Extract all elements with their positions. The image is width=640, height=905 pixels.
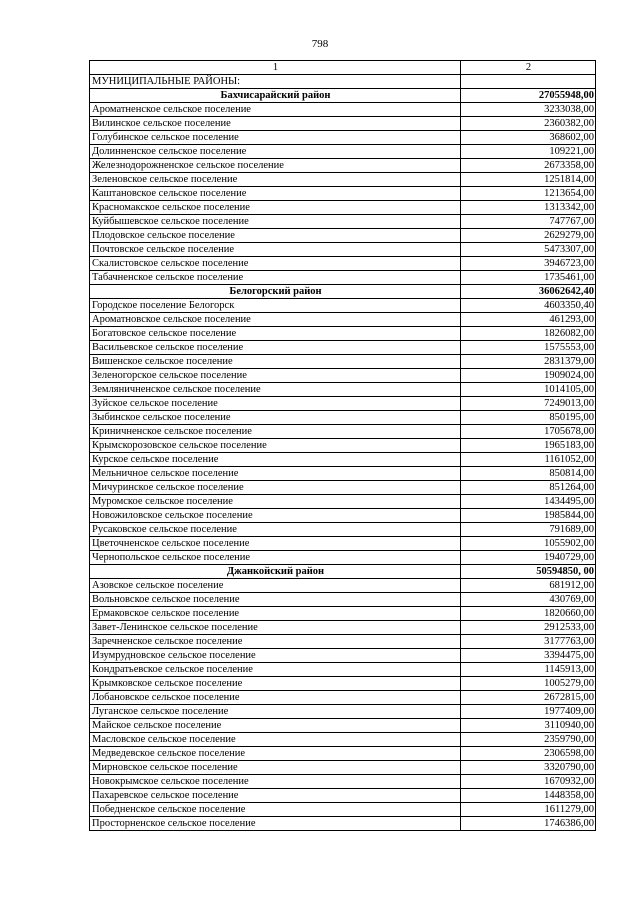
settlement-row: [90, 383, 596, 397]
settlement-name: Ароматновское сельское поселение: [90, 313, 461, 327]
settlement-name: Мирновское сельское поселение: [90, 761, 461, 775]
settlement-name: Васильевское сельское поселение: [90, 341, 461, 355]
column-header-2: 2: [461, 61, 596, 75]
budget-table: [89, 60, 596, 831]
settlement-value: 368602,00: [461, 131, 596, 145]
settlement-name: Мичуринское сельское поселение: [90, 481, 461, 495]
settlement-value: 1670932,00: [461, 775, 596, 789]
settlement-name: Ермаковское сельское поселение: [90, 607, 461, 621]
settlement-value: 2306598,00: [461, 747, 596, 761]
settlement-name: Ароматненское сельское поселение: [90, 103, 461, 117]
settlement-value: 109221,00: [461, 145, 596, 159]
settlement-row: [90, 551, 596, 565]
settlement-row: [90, 677, 596, 691]
settlement-value: 2629279,00: [461, 229, 596, 243]
settlement-row: [90, 789, 596, 803]
settlement-name: Заречненское сельское поселение: [90, 635, 461, 649]
settlement-value: 1826082,00: [461, 327, 596, 341]
settlement-name: Зуйское сельское поселение: [90, 397, 461, 411]
settlement-name: Красномакское сельское поселение: [90, 201, 461, 215]
settlement-value: 2360382,00: [461, 117, 596, 131]
settlement-value: 1611279,00: [461, 803, 596, 817]
settlement-value: 850814,00: [461, 467, 596, 481]
settlement-row: [90, 733, 596, 747]
settlement-name: Долинненское сельское поселение: [90, 145, 461, 159]
settlement-name: Новокрымское сельское поселение: [90, 775, 461, 789]
settlement-name: Зыбинское сельское поселение: [90, 411, 461, 425]
settlement-value: 1940729,00: [461, 551, 596, 565]
settlement-row: [90, 649, 596, 663]
settlement-value: 681912,00: [461, 579, 596, 593]
settlement-row: [90, 495, 596, 509]
settlement-name: Просторненское сельское поселение: [90, 817, 461, 831]
settlement-value: 1448358,00: [461, 789, 596, 803]
settlement-row: [90, 509, 596, 523]
settlement-value: 747767,00: [461, 215, 596, 229]
settlement-name: Победненское сельское поселение: [90, 803, 461, 817]
settlement-row: [90, 355, 596, 369]
settlement-name: Кондратьевское сельское поселение: [90, 663, 461, 677]
settlement-name: Железнодорожненское сельское поселение: [90, 159, 461, 173]
settlement-value: 1985844,00: [461, 509, 596, 523]
settlement-value: 2673358,00: [461, 159, 596, 173]
settlement-name: Городское поселение Белогорск: [90, 299, 461, 313]
settlement-row: [90, 579, 596, 593]
page-number: 798: [311, 38, 329, 50]
budget-table-body: [90, 61, 596, 831]
settlement-row: [90, 299, 596, 313]
settlement-name: Вилинское сельское поселение: [90, 117, 461, 131]
settlement-value: 2912533,00: [461, 621, 596, 635]
settlement-name: Голубинское сельское поселение: [90, 131, 461, 145]
settlement-value: 850195,00: [461, 411, 596, 425]
settlement-row: [90, 159, 596, 173]
settlement-name: Майское сельское поселение: [90, 719, 461, 733]
settlement-name: Зеленовское сельское поселение: [90, 173, 461, 187]
settlement-row: [90, 397, 596, 411]
settlement-row: [90, 131, 596, 145]
settlement-value: 3946723,00: [461, 257, 596, 271]
settlement-name: Вольновское сельское поселение: [90, 593, 461, 607]
settlement-name: Богатовское сельское поселение: [90, 327, 461, 341]
settlement-value: 4603350,40: [461, 299, 596, 313]
settlement-row: [90, 803, 596, 817]
settlement-row: [90, 243, 596, 257]
settlement-name: Цветочненское сельское поселение: [90, 537, 461, 551]
settlement-name: Куйбышевское сельское поселение: [90, 215, 461, 229]
settlement-name: Муромское сельское поселение: [90, 495, 461, 509]
settlement-value: 1014105,00: [461, 383, 596, 397]
settlement-value: 1434495,00: [461, 495, 596, 509]
district-name: Джанкойский район: [90, 565, 461, 579]
section-title: МУНИЦИПАЛЬНЫЕ РАЙОНЫ:: [90, 75, 461, 89]
settlement-name: Медведевское сельское поселение: [90, 747, 461, 761]
settlement-value: 3320790,00: [461, 761, 596, 775]
settlement-value: 791689,00: [461, 523, 596, 537]
settlement-row: [90, 271, 596, 285]
settlement-value: 2831379,00: [461, 355, 596, 369]
district-row: [90, 565, 596, 579]
settlement-row: [90, 145, 596, 159]
settlement-name: Изумрудновское сельское поселение: [90, 649, 461, 663]
settlement-name: Масловское сельское поселение: [90, 733, 461, 747]
settlement-row: [90, 439, 596, 453]
district-row: [90, 89, 596, 103]
settlement-value: 430769,00: [461, 593, 596, 607]
settlement-value: 1705678,00: [461, 425, 596, 439]
settlement-value: 1055902,00: [461, 537, 596, 551]
settlement-name: Табачненское сельское поселение: [90, 271, 461, 285]
settlement-value: 3394475,00: [461, 649, 596, 663]
settlement-row: [90, 607, 596, 621]
settlement-value: 1575553,00: [461, 341, 596, 355]
settlement-value: 3110940,00: [461, 719, 596, 733]
settlement-row: [90, 313, 596, 327]
settlement-value: 3233038,00: [461, 103, 596, 117]
settlement-name: Чернопольское сельское поселение: [90, 551, 461, 565]
settlement-row: [90, 747, 596, 761]
settlement-row: [90, 453, 596, 467]
district-name: Бахчисарайский район: [90, 89, 461, 103]
settlement-row: [90, 257, 596, 271]
section-title-row: [90, 75, 596, 89]
settlement-value: 7249013,00: [461, 397, 596, 411]
settlement-row: [90, 467, 596, 481]
district-total: 50594850, 00: [461, 565, 596, 579]
district-total: 27055948,00: [461, 89, 596, 103]
settlement-name: Азовское сельское поселение: [90, 579, 461, 593]
settlement-value: 461293,00: [461, 313, 596, 327]
settlement-row: [90, 369, 596, 383]
district-row: [90, 285, 596, 299]
settlement-value: 1909024,00: [461, 369, 596, 383]
settlement-value: 1161052,00: [461, 453, 596, 467]
settlement-name: Земляничненское сельское поселение: [90, 383, 461, 397]
settlement-row: [90, 621, 596, 635]
settlement-value: 2672815,00: [461, 691, 596, 705]
settlement-value: 1746386,00: [461, 817, 596, 831]
district-total: 36062642,40: [461, 285, 596, 299]
settlement-row: [90, 523, 596, 537]
settlement-value: 1213654,00: [461, 187, 596, 201]
settlement-row: [90, 425, 596, 439]
column-number-row: [90, 61, 596, 75]
settlement-name: Курское сельское поселение: [90, 453, 461, 467]
settlement-name: Зеленогорское сельское поселение: [90, 369, 461, 383]
settlement-value: 1251814,00: [461, 173, 596, 187]
settlement-row: [90, 187, 596, 201]
settlement-name: Луганское сельское поселение: [90, 705, 461, 719]
settlement-row: [90, 817, 596, 831]
settlement-name: Лобановское сельское поселение: [90, 691, 461, 705]
settlement-row: [90, 635, 596, 649]
settlement-name: Крымскорозовское сельское поселение: [90, 439, 461, 453]
settlement-value: 1977409,00: [461, 705, 596, 719]
settlement-value: 2359790,00: [461, 733, 596, 747]
settlement-row: [90, 201, 596, 215]
settlement-name: Каштановское сельское поселение: [90, 187, 461, 201]
settlement-row: [90, 215, 596, 229]
settlement-value: 1735461,00: [461, 271, 596, 285]
settlement-row: [90, 705, 596, 719]
settlement-name: Криничненское сельское поселение: [90, 425, 461, 439]
settlement-name: Новожиловское сельское поселение: [90, 509, 461, 523]
settlement-name: Вишенское сельское поселение: [90, 355, 461, 369]
settlement-row: [90, 481, 596, 495]
section-title-value: [461, 75, 596, 89]
settlement-value: 1965183,00: [461, 439, 596, 453]
settlement-name: Мельничное сельское поселение: [90, 467, 461, 481]
settlement-value: 5473307,00: [461, 243, 596, 257]
settlement-name: Завет-Ленинское сельское поселение: [90, 621, 461, 635]
district-name: Белогорский район: [90, 285, 461, 299]
settlement-value: 1005279,00: [461, 677, 596, 691]
settlement-row: [90, 327, 596, 341]
settlement-row: [90, 761, 596, 775]
settlement-row: [90, 663, 596, 677]
settlement-value: 1145913,00: [461, 663, 596, 677]
settlement-row: [90, 411, 596, 425]
settlement-value: 3177763,00: [461, 635, 596, 649]
settlement-row: [90, 117, 596, 131]
settlement-value: 851264,00: [461, 481, 596, 495]
settlement-name: Плодовское сельское поселение: [90, 229, 461, 243]
settlement-value: 1820660,00: [461, 607, 596, 621]
settlement-row: [90, 537, 596, 551]
settlement-name: Почтовское сельское поселение: [90, 243, 461, 257]
settlement-name: Крымковское сельское поселение: [90, 677, 461, 691]
settlement-row: [90, 775, 596, 789]
settlement-name: Пахаревское сельское поселение: [90, 789, 461, 803]
settlement-row: [90, 103, 596, 117]
settlement-name: Русаковское сельское поселение: [90, 523, 461, 537]
settlement-row: [90, 691, 596, 705]
settlement-row: [90, 229, 596, 243]
settlement-row: [90, 341, 596, 355]
column-header-1: 1: [90, 61, 461, 75]
settlement-name: Скалистовское сельское поселение: [90, 257, 461, 271]
settlement-row: [90, 593, 596, 607]
settlement-row: [90, 719, 596, 733]
settlement-row: [90, 173, 596, 187]
settlement-value: 1313342,00: [461, 201, 596, 215]
